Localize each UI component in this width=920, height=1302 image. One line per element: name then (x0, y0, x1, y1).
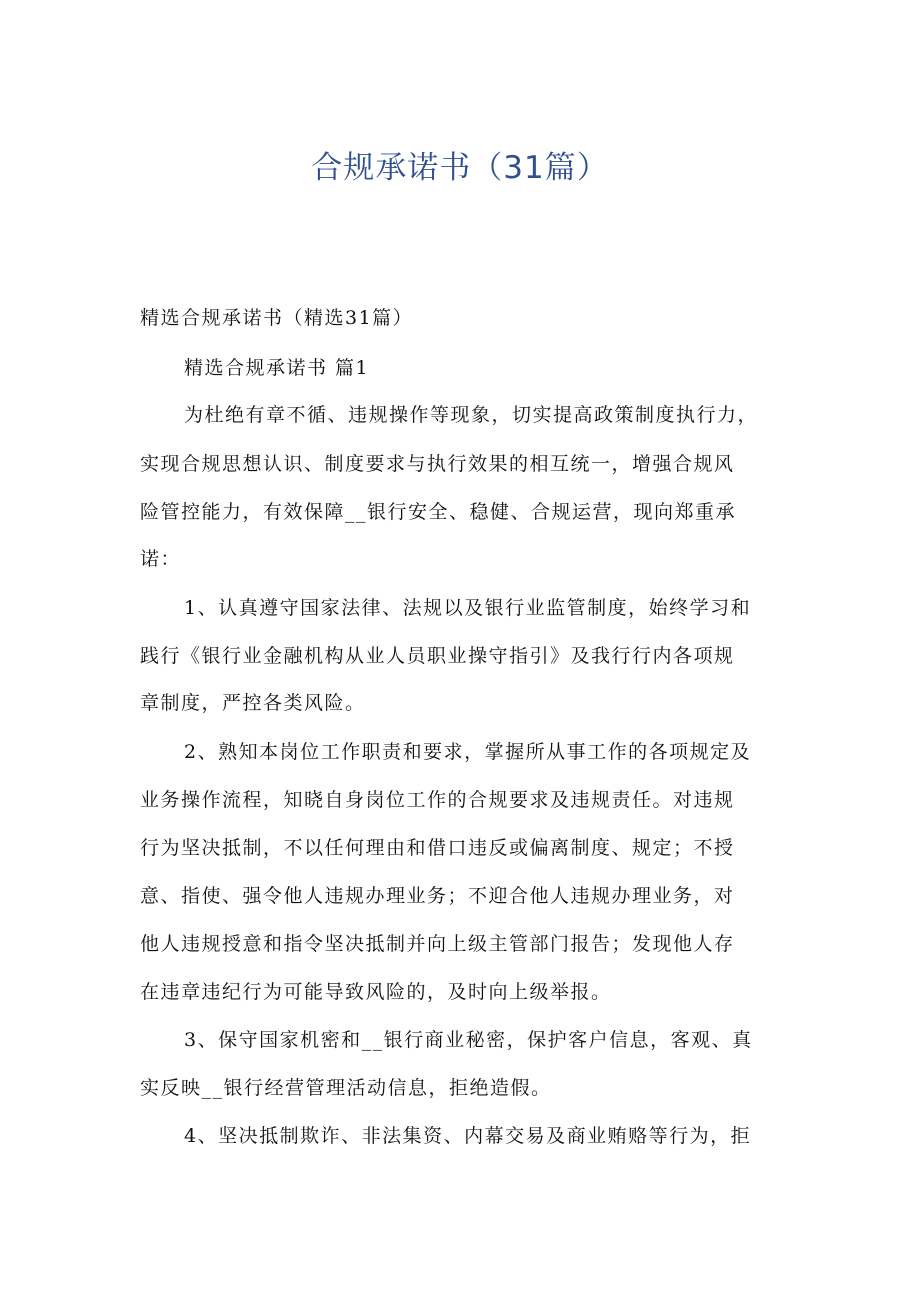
paragraph-line: 业务操作流程，知晓自身岗位工作的合规要求及违规责任。对违规 (140, 789, 735, 811)
paragraph-line: 1、认真遵守国家法律、法规以及银行业监管制度，始终学习和 (184, 597, 752, 619)
paragraph-line: 2、熟知本岗位工作职责和要求，掌握所从事工作的各项规定及 (184, 741, 752, 763)
paragraph-line: 4、坚决抵制欺诈、非法集资、内幕交易及商业贿赂等行为，拒 (184, 1125, 752, 1147)
paragraph-line: 在违章违纪行为可能导致风险的，及时向上级举报。 (140, 981, 612, 1003)
document-title: 合规承诺书（31篇） (311, 150, 609, 186)
paragraph-line: 诺： (140, 548, 182, 570)
paragraph-line: 3、保守国家机密和__银行商业秘密，保护客户信息，客观、真 (184, 1029, 753, 1051)
paragraph-line: 章制度，严控各类风险。 (140, 692, 366, 714)
paragraph-line: 践行《银行业金融机构从业人员职业操守指引》及我行行内各项规 (140, 645, 735, 667)
paragraph-line: 险管控能力，有效保障__银行安全、稳健、合规运营，现向郑重承 (140, 501, 737, 523)
document-body (140, 0, 800, 1302)
paragraph-line: 为杜绝有章不循、违规操作等现象，切实提高政策制度执行力， (184, 404, 759, 426)
paragraph-line: 行为坚决抵制，不以任何理由和借口违反或偏离制度、规定；不授 (140, 837, 735, 859)
subtitle: 精选合规承诺书（精选31篇） (140, 307, 414, 329)
paragraph-line: 实现合规思想认识、制度要求与执行效果的相互统一，增强合规风 (140, 453, 735, 475)
paragraph-line: 他人违规授意和指令坚决抵制并向上级主管部门报告；发现他人存 (140, 933, 735, 955)
section-heading: 精选合规承诺书 篇1 (184, 357, 370, 379)
paragraph-line: 意、指使、强令他人违规办理业务；不迎合他人违规办理业务，对 (140, 885, 735, 907)
paragraph-line: 实反映__银行经营管理活动信息，拒绝造假。 (140, 1077, 552, 1099)
